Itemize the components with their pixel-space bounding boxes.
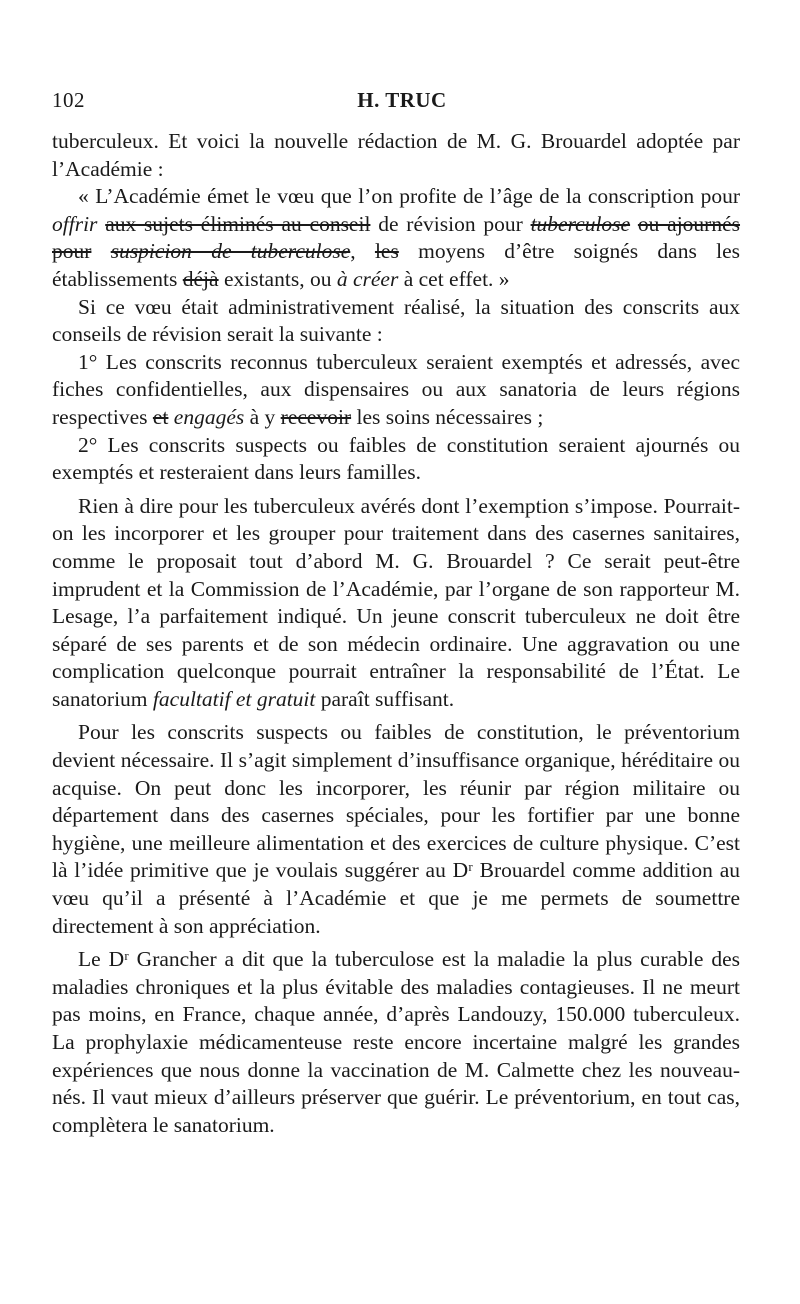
struck-text: et (152, 404, 169, 429)
quote-text: moyens d’être soignés dans les établissements (52, 239, 741, 291)
quote-italic-insertion: offrir (52, 211, 98, 236)
quote-text (630, 212, 638, 236)
struck-text: déjà (182, 266, 219, 291)
paragraph-8: Le Dʳ Grancher a dit que la tuberculose est la maladie la plus curable des maladies chroniques et la plus évitable des maladies contagieuses. Il ne meurt pas moins, en France, chaque année, d’après Landouzy, 150.000 tuberculeux. La prophylaxie médicamenteuse reste encore incertaine malgré les grandes expériences que nous donne la vaccination de M. Calmette chez les nouveau-nés. Il vaut mieux d’ailleurs préserver que guérir. Le préventorium, en tout cas, complètera le sanatorium. (52, 947, 740, 1137)
struck-text: recevoir (280, 404, 352, 429)
quote-text: de révision pour (370, 211, 531, 236)
quote-text: « L’Académie émet le vœu que l’on profite de l’âge de la conscription pour (78, 184, 740, 209)
running-head: H. TRUC (357, 88, 447, 112)
paragraph-5-item-2: 2° Les conscrits suspects ou faibles de constitution seraient ajournés ou exemptés et resteraient dans leurs familles. (52, 432, 740, 485)
body-text (52, 128, 740, 1139)
quote-text: à cet effet. » (398, 266, 510, 291)
page-header (52, 88, 752, 116)
paragraph-1: tuberculeux. Et voici la nouvelle rédaction de M. G. Brouardel adoptée par l’Académie : (52, 129, 740, 181)
struck-text: aux sujets éliminés au conseil (105, 211, 371, 236)
paragraph-6-end: paraît suffisant. (315, 686, 455, 711)
italic-insertion: engagés (173, 404, 245, 429)
quote-text: , (350, 239, 375, 264)
paragraph-2-quote (52, 183, 740, 293)
struck-text: ou ajournés pour (52, 211, 741, 264)
quote-italic-insertion: à créer (336, 266, 399, 291)
item-text: les soins nécessaires ; (351, 404, 544, 429)
quote-text: existants, ou (218, 266, 337, 291)
paragraph-7: Pour les conscrits suspects ou faibles de constitution, le préventorium devient nécessaire. Il s’agit simplement d’insuffisance organique, héréditaire ou acquise. On peut donc les incorporer, les réunir par région militaire ou département dans des casernes spéciales, pour les fortifier par une bonne hygiène, une meilleure alimentation et des exercices de culture physique. C’est là l’idée primitive que je voulais suggérer au Dʳ Brouardel comme addition au vœu qu’il a présenté à l’Académie et que je me permets de soumettre directement à son appréciation. (52, 720, 740, 938)
italic-phrase: facultatif et gratuit (152, 686, 316, 711)
paragraph-3: Si ce vœu était administrativement réalisé, la situation des conscrits aux conseils de révision serait la suivante : (52, 294, 740, 347)
struck-italic-text: suspicion de tuberculose (110, 239, 351, 264)
page-number: 102 (52, 88, 85, 112)
quote-text (91, 239, 110, 263)
paragraph-4-item-1 (52, 349, 740, 432)
paragraph-6 (52, 493, 740, 714)
item-text: 1° Les conscrits reconnus tuberculeux seraient exemptés et adressés, avec fiches confidentielles, aux dispensaires ou aux sanatoria de leurs régions respectives (52, 349, 740, 429)
item-text: à y (244, 404, 281, 429)
struck-text: les (374, 239, 399, 264)
paragraph-6-text: Rien à dire pour les tuberculeux avérés dont l’exemption s’impose. Pourrait-on les incorporer et les grouper pour traitement dans des casernes sanitaires, comme le proposait tout d’abord M. G. Brouardel ? Ce serait peut-être imprudent et la Commission de l’Académie, par l’organe de son rapporteur M. Lesage, l’a parfaitement indiqué. Un jeune conscrit tuberculeux ne doit être séparé de ses parents et de son médecin ordinaire. Une aggravation ou une complication quelconque pourrait entraîner la responsabilité de l’État. Le sanatorium (52, 493, 740, 711)
struck-italic-text: tuberculose (530, 211, 631, 236)
